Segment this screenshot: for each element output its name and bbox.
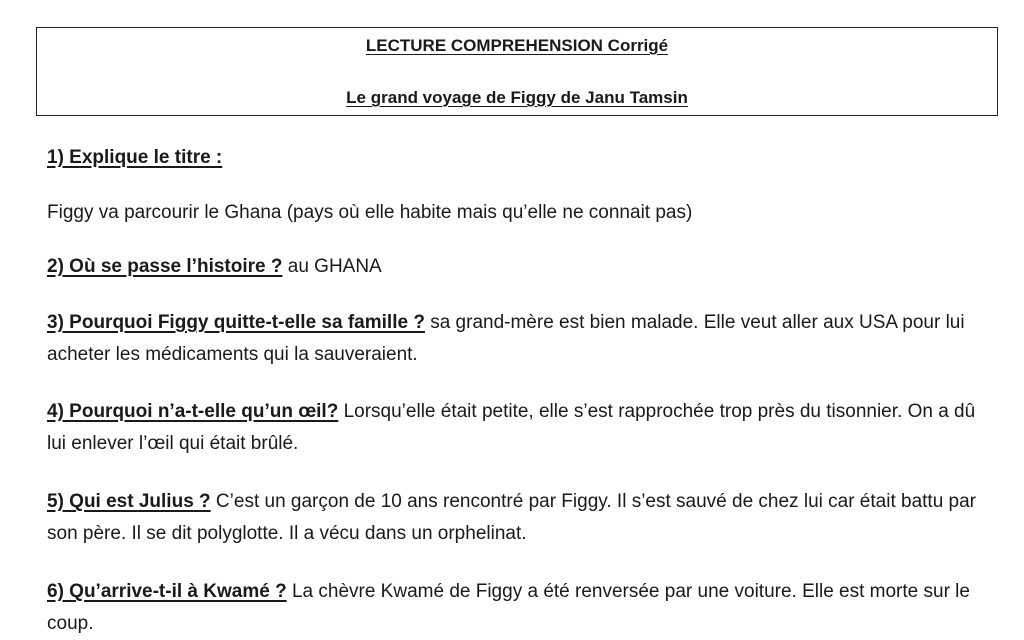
question-6-answer: La chèvre Kwamé de Figgy a été renversée par une voiture. Elle est morte sur le coup. <box>47 581 970 634</box>
question-1-label: 1) Explique le titre : <box>47 147 223 168</box>
question-1 <box>47 142 987 174</box>
title-box <box>36 27 998 116</box>
question-5-answer: C’est un garçon de 10 ans rencontré par Figgy. Il s’est sauvé de chez lui car était battu par son père. Il se dit polyglotte. Il a vécu dans un orphelinat. <box>47 491 976 544</box>
question-5 <box>47 486 987 550</box>
question-5-name: Julius <box>138 491 194 512</box>
book-title: Le grand voyage de Figgy de Janu Tamsin <box>346 88 688 107</box>
question-4-answer: Lorsqu’elle était petite, elle s’est rapprochée trop près du tisonnier. On a dû lui enlever l’œil qui était brûlé. <box>47 401 976 454</box>
question-4-label: 4) Pourquoi n’a-t-elle qu’un œil? <box>47 401 339 422</box>
question-3 <box>47 307 987 371</box>
question-6 <box>47 576 987 640</box>
question-2-answer: au GHANA <box>282 256 382 277</box>
question-3-label: 3) Pourquoi Figgy quitte-t-elle sa famille ? <box>47 312 425 333</box>
answer-1 <box>47 197 987 229</box>
question-4 <box>47 396 987 460</box>
document-title: LECTURE COMPREHENSION Corrigé <box>365 36 669 55</box>
question-5-prefix: 5) Qui est <box>47 491 139 512</box>
question-3-answer: sa grand-mère est bien malade. Elle veut aller aux USA pour lui acheter les médicaments qui la sauveraient. <box>47 312 965 365</box>
question-2 <box>47 251 987 283</box>
answer-1-text: Figgy va parcourir le Ghana (pays où elle habite mais qu’elle ne connait pas) <box>47 202 693 223</box>
question-2-label: 2) Où se passe l’histoire ? <box>47 256 283 277</box>
question-6-label: 6) Qu’arrive-t-il à Kwamé ? <box>47 581 287 602</box>
question-5-suffix: ? <box>193 491 211 512</box>
